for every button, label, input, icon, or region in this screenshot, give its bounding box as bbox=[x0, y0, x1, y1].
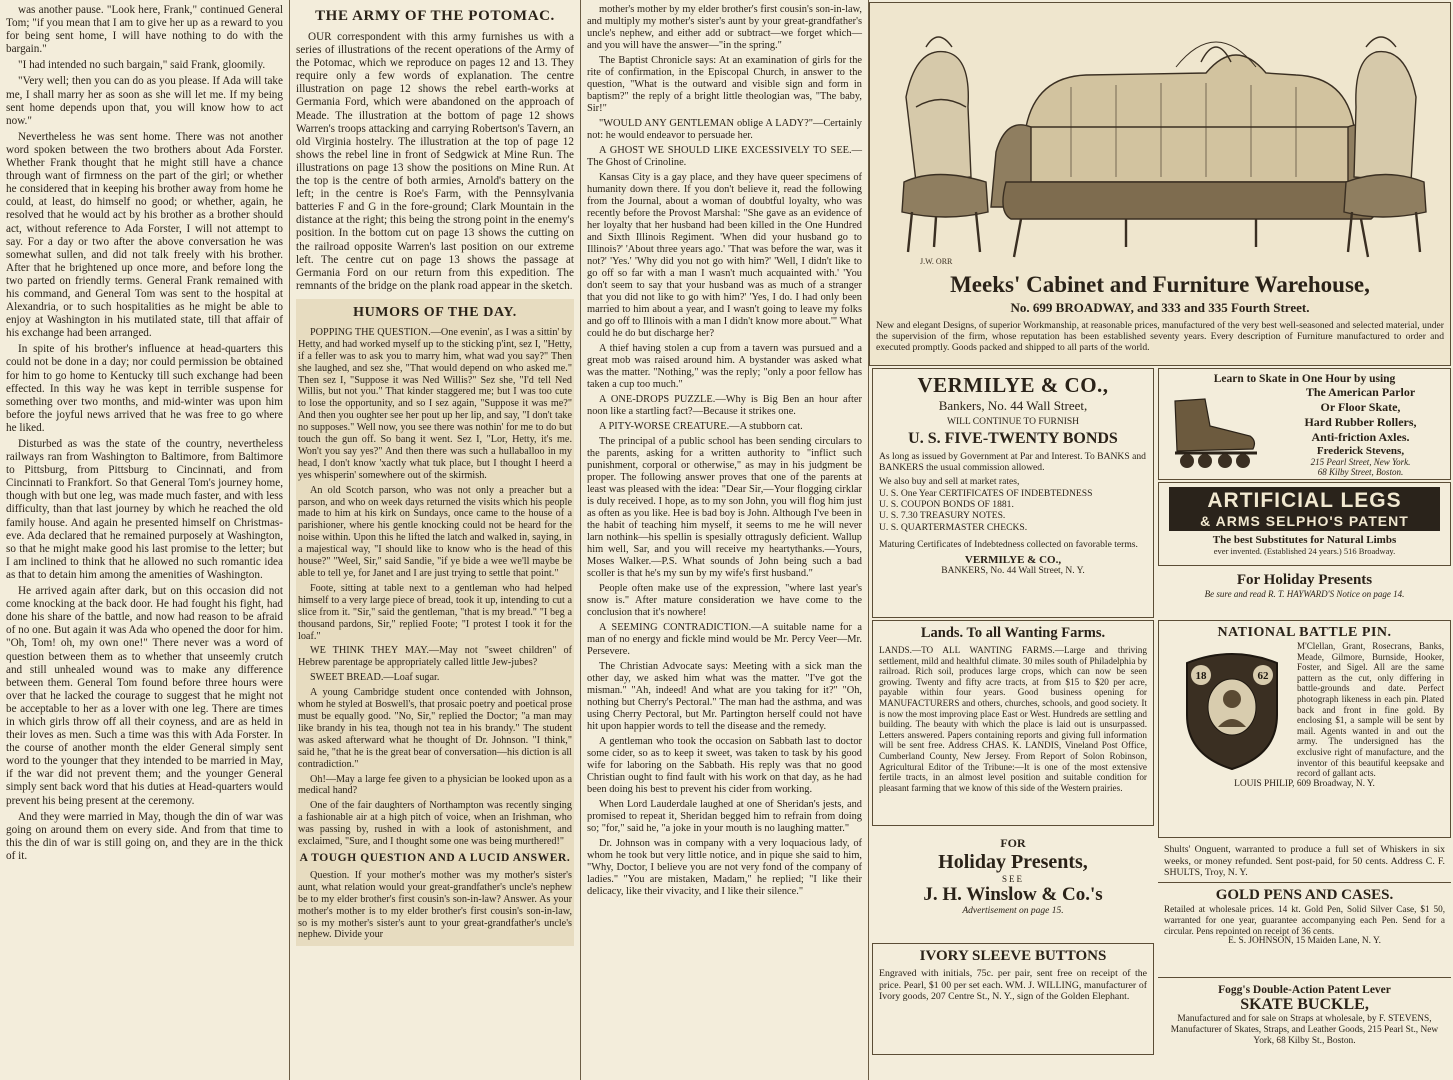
winslow-name: J. H. Winslow & Co.'s bbox=[923, 884, 1103, 905]
story-paragraph: And they were married in May, though the din of war was going on around them on every side. And from that time to this the din of war is still going on, and they are in the thick of it. bbox=[6, 810, 283, 862]
humor-item: SWEET BREAD.—Loaf sugar. bbox=[310, 672, 440, 684]
vermilye-subtitle: Bankers, No. 44 Wall Street, bbox=[938, 398, 1088, 413]
vermilye-list-item: U. S. COUPON BONDS OF 1881. bbox=[879, 499, 1014, 511]
vermilye-list-item: U. S. One Year CERTIFICATES OF INDEBTEDNESS bbox=[879, 487, 1093, 499]
humor-item: Kansas City is a gay place, and they have queer specimens of humanity down there. If you don't believe it, read the following from the Journal, about a woman of doubtful loyalty, who was recently before the Provost Marshal: "She gave as an evidence of her loyalty that her husband had been killed in the One Hundred and Sixth Illinois Regiment. 'When did your husband go to Illinois?' 'About three years ago.' 'That was before the war, was it not?' 'Yes.' 'Why did you not go with him?' 'Well, I didn't like to go off so far with a man I wasn't much acquainted with.' 'You don't seem to say that your husband was as much of a stranger that you did not like to go with him?' 'Yes, I do. I had only been married to him about a year, and I wasn't going to leave my folks and go off to Illinois with a man I didn't know more about.'" What could he do but discharge her? bbox=[587, 172, 862, 339]
army-text: OUR correspondent with this army furnishes us with a series of illustrations of the recent operations of the Army of the Potomac, which we reproduce on pages 12 and 13. They require only a few words of explanation. The centre illustration on page 12 shows the rebel earth-works at Germania Ford, which were abandoned on the approach of Meade. The illustration at the bottom of page 12 shows Warren's troops attacking and carrying Robertson's Tavern, an old Virginia hostelry. The illustration at the top of page 12 shows the rebel line in front of Sedgwick at Mine Run. The illustrations on page 13 show the positions on Mine Run. At the top is the centre of both armies, Arnold's battery on the left; in the centre is Roe's Farm, with the Pennsylvania batteries F and G in the fore-ground; Clark Mountain in the distance at the right; this being the strong point in the enemy's position. In the bottom cut on page 13 shows the cutting on the railroad opposite Warren's last position on our extreme left. The centre cut on page 13 shows the passage at Germania Ford on our return from this expedition. The remnants of the bridge on the plank road appear in the sketch. bbox=[296, 31, 574, 292]
skate-line: 215 Pearl Street, New York. bbox=[1310, 457, 1411, 467]
vermilye-ad bbox=[872, 368, 1154, 618]
vermilye-signature: VERMILYE & CO., bbox=[964, 554, 1062, 567]
vermilye-text1: As long as issued by Government at Par and Interest. To BANKS and BANKERS the usual commission allowed. bbox=[879, 451, 1146, 474]
presents-title: For Holiday Presents bbox=[1236, 572, 1373, 588]
story-paragraph: Nevertheless he was sent home. There was not another word spoken between the two brothers about Ada Forster. Whether Frank thought that he might still have a chance through want of firmness on the part of the girl; or whether he considered that in keeping his brother away from home he could, at least, do himself no good; or whether, again, he resolved that he would act by his brother as a brother should act, without reference to Ada Forster, I will not attempt to say. For a day or two after the above conversation he was somewhat sullen, and did not talk freely with his brother. After that he brightened up once more, and before long the two parted on friendly terms. General Frank remained with his command, and General Tom was sent to the hospital at Alexandria, or to such hospitalities as he might be able to enjoy at Washington in his mutilated state, till that affair of his exchange had been arranged. bbox=[6, 130, 283, 340]
meeks-body: New and elegant Designs, of superior Workmanship, at reasonable prices, manufactured of the very best well-seasoned and selected material, under the supervision of the firm, whose reputation has been established seventy years. Every description of Furniture manufactured to order and executed promptly. Goods packed and shipped to all parts of the world. bbox=[876, 320, 1444, 354]
winslow-ad bbox=[872, 828, 1154, 940]
legs-line2: & ARMS SELPHO'S PATENT bbox=[1200, 513, 1409, 529]
vermilye-will-furnish: WILL CONTINUE TO FURNISH bbox=[946, 417, 1080, 427]
tough-question-heading: A TOUGH QUESTION AND A LUCID ANSWER. bbox=[299, 851, 571, 864]
holiday-title: Holiday Presents, bbox=[938, 851, 1088, 873]
humor-item: A GHOST WE SHOULD LIKE EXCESSIVELY TO SEE.—The Ghost of Crinoline. bbox=[587, 145, 862, 168]
buckle-text: Manufactured and for sale on Straps at wholesale, by F. STEVENS, Manufacturer of Skates, Straps, and Leather Goods, 215 Pearl St., New York, 68 Kilby St., Boston. bbox=[1170, 1014, 1439, 1046]
humor-item: People often make use of the expression, "where last year's snow is." After mature consideration we have come to the conclusion that it's nowhere! bbox=[587, 583, 862, 618]
vermilye-text3: Maturing Certificates of Indebtedness collected on favorable terms. bbox=[879, 539, 1138, 551]
humor-item: A ONE-DROPS PUZZLE.—Why is Big Ben an hour after noon like a startling fact?—Because it strikes one. bbox=[587, 394, 862, 417]
vermilye-signature-address: BANKERS, No. 44 Wall Street, N. Y. bbox=[941, 566, 1085, 577]
pin-title: NATIONAL BATTLE PIN. bbox=[1217, 625, 1392, 640]
humor-item: The Christian Advocate says: Meeting with a sick man the other day, we asked him what was the matter. "I've got the misman." "Ah, indeed! And what are you taking for it?" "Oh, nothing but Cherry's Pectoral." The man had the asthma, and was using Cherry Pectoral, but Mr. Partington herself could not have hit upon happier words to tell the disease and the remedy. bbox=[587, 661, 862, 732]
vermilye-list-item: U. S. QUARTERMASTER CHECKS. bbox=[879, 521, 1028, 533]
skate-line: Anti-friction Axles. bbox=[1311, 430, 1410, 444]
gold-pens-ad bbox=[1158, 882, 1451, 978]
skate-line: Frederick Stevens, bbox=[1316, 445, 1405, 457]
tough-question-text: Question. If your mother's mother was my mother's sister's aunt, what relation would your great-grandfather's uncle's nephew be to my elder brother's first cousin's son-in-law? Answer. As your mother's mother is to my elder brother's first cousin's son-in-law, so is my mother's sister's aunt to your great-grandfather's uncle's nephew. Divide your bbox=[298, 869, 572, 941]
humor-item: Oh!—May a large fee given to a physician be looked upon as a medical hand? bbox=[298, 773, 572, 797]
holiday-see: SEE bbox=[1001, 874, 1024, 884]
humor-item: Dr. Johnson was in company with a very loquacious lady, of whom he took but very little notice, and in pique she said to him, "Why, Doctor, I believe you are not very fond of the company of ladies." "You are mistaken, Madam," he replied; "I like their delicacy, like their vivacity, and I like their silence." bbox=[587, 838, 862, 897]
story-paragraph: Disturbed as was the state of the country, nevertheless railways ran from Washington to Baltimore, from Baltimore to Pittsburg, from Pittsburg to Cincinnati, and from Cincinnati to Frankfort. So that General Tom's journey home, though with but one leg, was made much faster, and with less difficulty, than that last journey by which he reached the old family house. And again he presented himself on Christmas-eve. Ada declared that he remained purposely at Washington, so that he might make good his last promise to the letter; but I am inclined to think that he allowed no such romantic idea as that to detain him among the amenities of Washington. bbox=[6, 438, 283, 581]
legs-sub2: ever invented. (Established 24 years.) 516 Broadway. bbox=[1213, 546, 1396, 556]
ivory-buttons-ad bbox=[872, 943, 1154, 1055]
battle-pin-ad bbox=[1158, 620, 1451, 838]
humors-clipping bbox=[296, 299, 574, 947]
humor-item: POPPING THE QUESTION.—One evenin', as I was a sittin' by Hetty, and had worked myself up to the sticking p'int, sez I, "Hetty, if a feller was to ask you to marry him, what wad you say?" Then she laughed, and sez she, "That would depend on who asked me." Then sez I, "Suppose it was Ned Willis?" Sez she, "I'd tell Ned Willis, but not you." That kinder staggered me; but I was too cute to lose the opportunity, and so I sez again, "Suppose it was me?" And then you oughter see her pout up her lip, and say, "I don't take no supposes." Well now, you see there was nothin' for me to do but touch the gun off. So bang it went. Sez I, "Lor, Hetty, it's me. Won't you say yes?" And then there was such a hullaballoo in my head, I don't know 'xactly what tuk place, but I thought I heerd a yes whisperin' somewhere out of the skirmish. bbox=[298, 326, 572, 481]
skate-line: Hard Rubber Rollers, bbox=[1304, 415, 1417, 429]
buckle-line1: Fogg's Double-Action Patent Lever bbox=[1218, 984, 1391, 996]
humor-item: A thief having stolen a cup from a tavern was pursued and a great mob was raised around him. A bystander was asked what was the matter. "Nothing," was the reply; "only a poor fellow has taken a cup too much." bbox=[587, 343, 862, 390]
story-paragraph: In spite of his brother's influence at head-quarters this could not be done in a day; nor could permission be obtained for him to go home to Kentucky till such exchange had been effected. In this way he was kept in terrible suspense for something over two months, and mid-winter was upon him before the joyful news arrived that he was free to go where he liked. bbox=[6, 343, 283, 434]
humor-item: An old Scotch parson, who was not only a preacher but a parson, and who on week days returned the visits which his people made to him at his kirk on Sundays, once came to the house of a parishioner, where his gentle knocking could not be heard for the noise within. Upon this he lifted the latch and walked in, saying, in a majestical way, "I should like to know who is the head of this house?" "Weel, Sir," said Sandie, "if ye bide a wee we'll maybe be able to tell ye, for Janet and I are just trying to settle that point." bbox=[298, 484, 572, 579]
vermilye-text2: We also buy and sell at market rates, bbox=[879, 476, 1020, 488]
gold-text: Retailed at wholesale prices. 14 kt. Gold Pen, Solid Silver Case, $1 50, warranted for one year, guarantee accompanying each Pen. Send for a circular. Pens repointed on receipt of 36 cents. bbox=[1164, 904, 1445, 936]
humor-item: A gentleman who took the occasion on Sabbath last to doctor some cider, so as to keep it sweet, was taken to task by his good wife for laboring on the Sabbath. His reply was that no good Christian ought to find fault with his work on that day, as he had been doing his best to prevent his cider from working. bbox=[587, 736, 862, 795]
legs-sub: The best Substitutes for Natural Limbs bbox=[1212, 534, 1397, 546]
humor-item: A young Cambridge student once contended with Johnson, whom he styled at Boswell's, that prosaic poetry and poetical prose must be equally good. "No, Sir," replied the Doctor; "a man may like brandy in his tea, though not tea in his brandy." The student was asked afterward what he thought of Dr. Johnson. "I think," said he, "that he is the great bear of conversation—his diction is all contradiction." bbox=[298, 687, 572, 770]
buckle-title: SKATE BUCKLE, bbox=[1240, 996, 1369, 1013]
humor-item: WE THINK THEY MAY.—May not "sweet children" of Hebrew parentage be appropriately called little Jew-jubes? bbox=[298, 645, 572, 669]
skate-buckle-ad bbox=[1158, 980, 1451, 1076]
hayward-ad bbox=[1158, 568, 1451, 618]
skate-line: 68 Kilby Street, Boston. bbox=[1317, 467, 1404, 477]
skate-line: Learn to Skate in One Hour by using bbox=[1213, 373, 1396, 385]
story-paragraph: "I had intended no such bargain," said Frank, gloomily. bbox=[18, 59, 266, 72]
skate-line: Or Floor Skate, bbox=[1320, 400, 1401, 414]
sofa-engraving-image bbox=[876, 7, 1444, 269]
vermilye-bonds: U. S. FIVE-TWENTY BONDS bbox=[908, 430, 1118, 447]
artificial-legs-banner bbox=[1169, 487, 1440, 531]
meeks-title: Meeks' Cabinet and Furniture Warehouse, bbox=[950, 272, 1370, 297]
army-heading: THE ARMY OF THE POTOMAC. bbox=[315, 8, 555, 24]
skate-line: The American Parlor bbox=[1305, 385, 1416, 399]
vermilye-list-item: U. S. 7.30 TREASURY NOTES. bbox=[879, 510, 1006, 522]
humor-item: Foote, sitting at table next to a gentleman who had helped himself to a very large piece of bread, took it up, intending to cut a slice from it. "Sir," said the gentleman, "that is my bread." "I beg a thousand pardons, Sir," replied Foote; "I protest I took it for the loaf." bbox=[298, 582, 572, 642]
lands-title: Lands. To all Wanting Farms. bbox=[920, 625, 1106, 641]
skate-image bbox=[1165, 391, 1265, 471]
humor-item: The Baptist Chronicle says: At an examination of girls for the rite of confirmation, in the Episcopal Church, in answer to the question, "What is the outward and visible sign and form in baptism?" the reply of a bright little theologian was, "The baby, Sir!" bbox=[587, 55, 862, 114]
humor-item: mother's mother by my elder brother's first cousin's son-in-law, and multiply my mother's sister's aunt by your great-grandfather's uncle's nephew, and either add or subtract—we forget which—and you will have the answer—"in the spring." bbox=[587, 4, 862, 51]
shults-text: Shults' Onguent, warranted to produce a full set of Whiskers in six weeks, or money refunded. Sent post-paid, for 50 cents. Address C. F. SHULTS, Troy, N. Y. bbox=[1164, 844, 1445, 879]
humor-item: One of the fair daughters of Northampton was recently singing a fashionable air at a high pitch of voice, when an Irishman, who was passing by, rushed in with a look of astonishment, and exclaimed, "Sure, and I thought some one was being murthered!" bbox=[298, 800, 572, 848]
meeks-address: No. 699 BROADWAY, and 333 and 335 Fourth Street. bbox=[1010, 300, 1310, 315]
meeks-furniture-ad bbox=[869, 2, 1451, 366]
humor-item: "WOULD ANY GENTLEMAN oblige A LADY?"—Certainly not: he would endeavor to persuade her. bbox=[587, 118, 862, 141]
ivory-text: Engraved with initials, 75c. per pair, sent free on receipt of the price. Pearl, $1 00 per set each. WM. J. WILLING, manufacturer of Ivory goods, 207 Centre St., N. Y., sign of the Golden Elephant. bbox=[879, 968, 1147, 1003]
battle-pin-image bbox=[1173, 645, 1291, 773]
presents-text: Be sure and read R. T. HAYWARD'S Notice on page 14. bbox=[1204, 589, 1405, 599]
gold-signature: E. S. JOHNSON, 15 Maiden Lane, N. Y. bbox=[1228, 936, 1381, 947]
vermilye-name: VERMILYE & CO., bbox=[917, 373, 1109, 397]
artificial-legs-ad bbox=[1158, 482, 1451, 566]
humor-item: A SEEMING CONTRADICTION.—A suitable name for a man of no energy and fickle mind would be Mr. Percy Veer—Mr. Persevere. bbox=[587, 622, 862, 657]
pin-signature: LOUIS PHILIP, 609 Broadway, N. Y. bbox=[1234, 778, 1375, 789]
engraver-signature: J.W. ORR bbox=[920, 257, 953, 266]
pin-year-right: 62 bbox=[1257, 670, 1269, 682]
ivory-title: IVORY SLEEVE BUTTONS bbox=[919, 948, 1107, 964]
story-paragraph: He arrived again after dark, but on this occasion did not come knocking at the back door. He had fought his fight, had done his share of the battle, and now had reason to be afraid of no one. But again it was Ada who opened the door for him. "Oh, Tom! oh, my own one!" There never was a word of question between them as to whether that unseemly crutch and still unhealed wound was to make any difference between them. General Tom found before three hours were over that he lacked the courage to suggest that he might not be acceptable to her as a lover with one leg. There are times in which girls throw off all their coyness, and are as held in their loves as men. Such a time was this with Ada Forster. In the course of another month the elder General simply sent word to the younger that they intended to be married in May, if the war did not prevent them; and the younger General simply sent back word that his duties at Head-quarters would prevent his being present at the ceremony. bbox=[6, 585, 283, 807]
legs-line1: ARTIFICIAL LEGS bbox=[1207, 489, 1402, 512]
parlor-skate-ad bbox=[1158, 368, 1451, 480]
pin-text: M'Clellan, Grant, Rosecrans, Banks, Meade, Gilmore, Burnside, Hooker, Foster, and Sigel. All are the same pattern as the cut, only differing in battle-grounds and date. Perfect photograph likeness in each pin. Plated back and front in fine gold. By enclosing $1, a sample will be sent by mail. Agents wanted in and out the army. The undersigned has the exclusive right of manufacture, and the inventor of this beautiful keepsake and record of gallant acts. bbox=[1297, 641, 1444, 779]
humor-item: The principal of a public school has been sending circulars to the parents, asking for a written authority to "inflict such punishment, corporal or otherwise," as may in his judgment be proper. The following answer proves that one of the parents at least was pleased with the idea: "Dear Sir,—Your flogging cirklar is duly received. I hope, as to my son John, you will flog him just as often as you like. Hee is bad boy is John. Although I've been in the habit of teaching him myself, it seems to me he will never larn nothink—his spellin is spesially ottragusly deficient. Wallup him well, Sar, and you will receive my heartythanks.—Yours, Moses Walker.—P.S. What sounds of John being such a bad scoller is that he's my sun by my wife's first husband." bbox=[587, 436, 862, 579]
pin-year-left: 18 bbox=[1195, 670, 1207, 682]
humor-item: A PITY-WORSE CREATURE.—A stubborn cat. bbox=[599, 421, 803, 432]
winslow-note: Advertisement on page 15. bbox=[962, 906, 1064, 916]
lands-text: LANDS.—TO ALL WANTING FARMS.—Large and thriving settlement, mild and healthful climate. 30 miles south of Philadelphia by railroad. Rich soil, produces large crops, which can now be seen growing. Twenty and fifty acre tracts, at from $15 to $20 per acre, payable within four years. Good business opening for MANUFACTURERS and others, churches, schools, and good society. It is now the most improving place East or West. Hundreds are settling and building. The beauty with which the place is laid out is unsurpassed. Letters answered. Papers containing reports and giving full information will be sent free. Address CHAS. K. LANDIS, Vineland Post Office, Cumberland County, New Jersey. From Report of Solon Robinson, Agricultural Editor of the Tribune:—It is one of the most extensive fertile tracts, in an almost level position and suitable condition for pleasant farming that we know of this side of the Western prairies. bbox=[879, 645, 1147, 793]
humors-heading: HUMORS OF THE DAY. bbox=[353, 304, 517, 320]
story-paragraph: was another pause. "Look here, Frank," continued General Tom; "if you mean that I am to give her up as a reward to you for being sent home, I will have nothing to do with the bargain." bbox=[6, 4, 283, 56]
shults-ad bbox=[1158, 840, 1451, 880]
army-humors-column bbox=[290, 0, 580, 1080]
story-column bbox=[0, 0, 289, 1080]
humor-item: When Lord Lauderdale laughed at one of Sheridan's jests, and promised to repeat it, Sheridan begged him to refrain from doing so; "for," said he, "a joke in your mouth is no laughing matter." bbox=[587, 799, 862, 834]
humors-continued-column bbox=[581, 0, 868, 1080]
gold-title: GOLD PENS AND CASES. bbox=[1215, 887, 1394, 903]
lands-ad bbox=[872, 620, 1154, 826]
holiday-for: FOR bbox=[1000, 836, 1026, 850]
story-paragraph: "Very well; then you can do as you please. If Ada will take me, I shall marry her as soon as she will let me. If my being sent home depends upon that, you will know how to act now." bbox=[6, 75, 283, 127]
